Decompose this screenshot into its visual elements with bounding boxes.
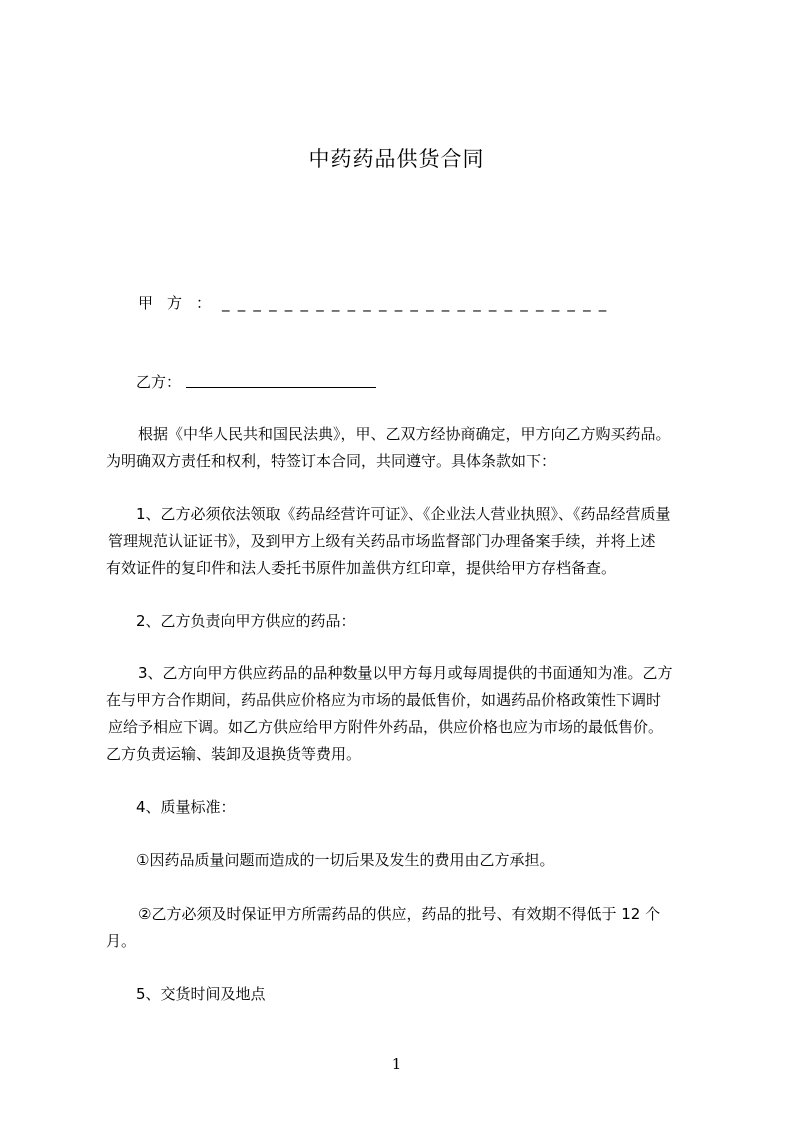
- party-a-blank-line: _________________________: [222, 294, 615, 312]
- clause-4: 4、质量标准：: [136, 798, 236, 816]
- clause-3-line-4: 乙方负责运输、装卸及退换货等费用。: [106, 745, 362, 763]
- intro-line-2: 为明确双方责任和权利，特签订本合同，共同遵守。具体条款如下：: [106, 452, 557, 470]
- clause-2: 2、乙方负责向甲方供应的药品：: [136, 612, 356, 630]
- clause-4-item-1: ①因药品质量问题而造成的一切后果及发生的费用由乙方承担。: [136, 851, 555, 869]
- party-a-label: 甲方：: [138, 294, 226, 312]
- clause-1-line-1: 1、乙方必须依法领取《药品经营许可证》、《企业法人营业执照》、《药品经营质量: [136, 505, 671, 523]
- party-b-label: 乙方：: [136, 373, 182, 391]
- clause-1-line-2: 管理规范认证证书》，及到甲方上级有关药品市场监督部门办理备案手续，并将上述: [108, 532, 656, 550]
- clause-1-line-3: 有效证件的复印件和法人委托书原件加盖供方红印章，提供给甲方存档备查。: [106, 559, 617, 577]
- party-b-blank-line: [186, 387, 376, 388]
- clause-4-item-2-line-1: ②乙方必须及时保证甲方所需药品的供应，药品的批号、有效期不得低于 12 个: [138, 905, 661, 923]
- clause-3-line-3: 应给予相应下调。如乙方供应给甲方附件外药品，供应价格也应为市场的最低售价。: [108, 718, 664, 736]
- clause-4-item-2-line-2: 月。: [106, 932, 137, 950]
- clause-3-line-2: 在与甲方合作期间，药品供应价格应为市场的最低售价，如遇药品价格政策性下调时: [106, 691, 662, 709]
- clause-5: 5、交货时间及地点: [136, 985, 266, 1003]
- intro-line-1: 根据《中华人民共和国民法典》，甲、乙双方经协商确定，甲方向乙方购买药品。: [138, 425, 671, 443]
- page-title: 中药药品供货合同: [308, 147, 485, 171]
- page-number: 1: [391, 1055, 402, 1073]
- clause-3-line-1: 3、乙方向甲方供应药品的品种数量以甲方每月或每周提供的书面通知为准。乙方: [138, 664, 673, 682]
